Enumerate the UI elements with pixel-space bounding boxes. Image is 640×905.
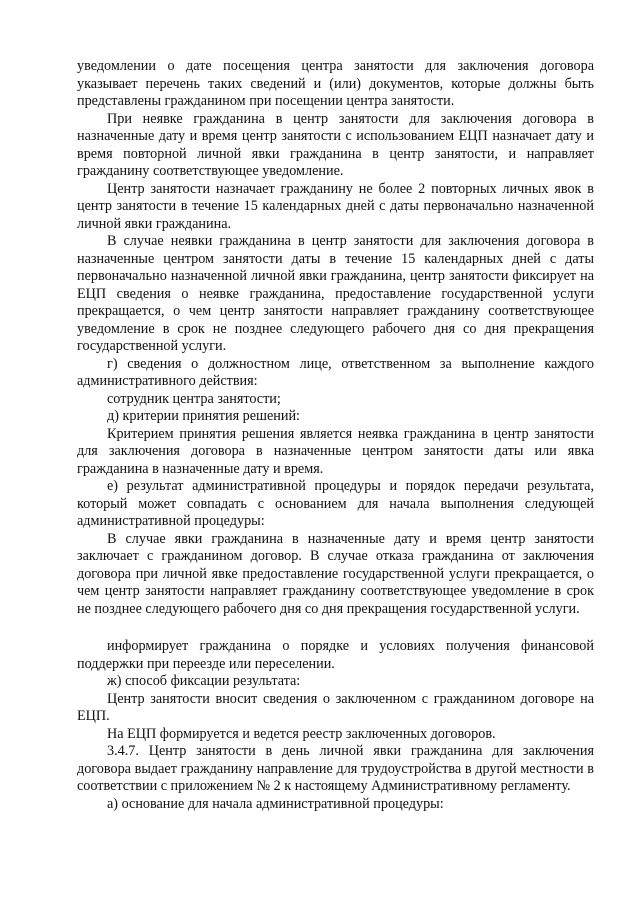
paragraph-service-termination: В случае неявки гражданина в центр занятости для заключения договора в назначенные центром занятости даты в течение 15 календарных дней с даты первоначально назначенной личной явки гражданина, центр занятости фиксирует на ЕЦП сведения о неявке гражданина, предоставление государственной услуги прекращается, о чем центр занятости направляет гражданину соответствующее уведомление в срок не позднее следующего рабочего дня со дня прекращения государственной услуги. (77, 233, 594, 354)
paragraph-informs-citizen: информирует гражданина о порядке и условиях получения финансовой поддержки при переезде или переселении. (77, 638, 594, 672)
item-zh-recording-method: ж) способ фиксации результата: (107, 673, 301, 689)
item-a-procedure-basis: а) основание для начала административной процедуры: (107, 795, 444, 812)
paragraph-gap (77, 618, 594, 638)
section-3-4-7: 3.4.7. Центр занятости в день личной явки гражданина для заключения договора выдает гражданину направление для трудоустройства в другой местности в соответствии с приложением № 2 к настоящему Административному регламенту. (77, 743, 594, 794)
paragraph-notification-continuation: уведомлении о дате посещения центра занятости для заключения договора указывает перечень таких сведений и (или) документов, которые должны быть представлены гражданином при посещении центра занятости. (77, 58, 594, 109)
paragraph-employee: сотрудник центра занятости; (107, 390, 281, 407)
item-g-responsible-official: г) сведения о должностном лице, ответственном за выполнение каждого административного действия: (77, 355, 594, 389)
paragraph-repeat-appearances: Центр занятости назначает гражданину не более 2 повторных личных явок в центр занятости в течение 15 календарных дней с даты первоначально назначенной личной явки гражданина. (77, 180, 594, 232)
paragraph-contract-conclusion: В случае явки гражданина в назначенные дату и время центр занятости заключает с гражданином договор. В случае отказа гражданина от заключения договора при личной явке предоставление государственной услуги прекращается, о чем центр занятости направляет гражданину соответствующее уведомление в срок не позднее следующего рабочего дня со дня прекращения государственной услуги. (77, 530, 594, 617)
paragraph-contract-registry: На ЕЦП формируется и ведется реестр заключенных договоров. (107, 725, 496, 742)
paragraph-contract-recording: Центр занятости вносит сведения о заключенном с гражданином договоре на ЕЦП. (77, 690, 594, 724)
paragraph-non-appearance: При неявке гражданина в центр занятости для заключения договора в назначенные дату и время центр занятости с использованием ЕЦП назначает дату и время повторной личной явки гражданина в центр занятости, и направляет гражданину соответствующее уведомление. (77, 110, 594, 179)
item-e-procedure-result: е) результат административной процедуры и порядок передачи результата, который может совпадать с основанием для начала выполнения следующей административной процедуры: (77, 478, 594, 529)
item-d-decision-criteria: д) критерии принятия решений: (107, 408, 300, 424)
paragraph-criterion: Критерием принятия решения является неявка гражданина в центр занятости для заключения договора в назначенные центром занятости даты или явка гражданина в назначенные дату и время. (77, 425, 594, 477)
document-page (77, 58, 594, 813)
